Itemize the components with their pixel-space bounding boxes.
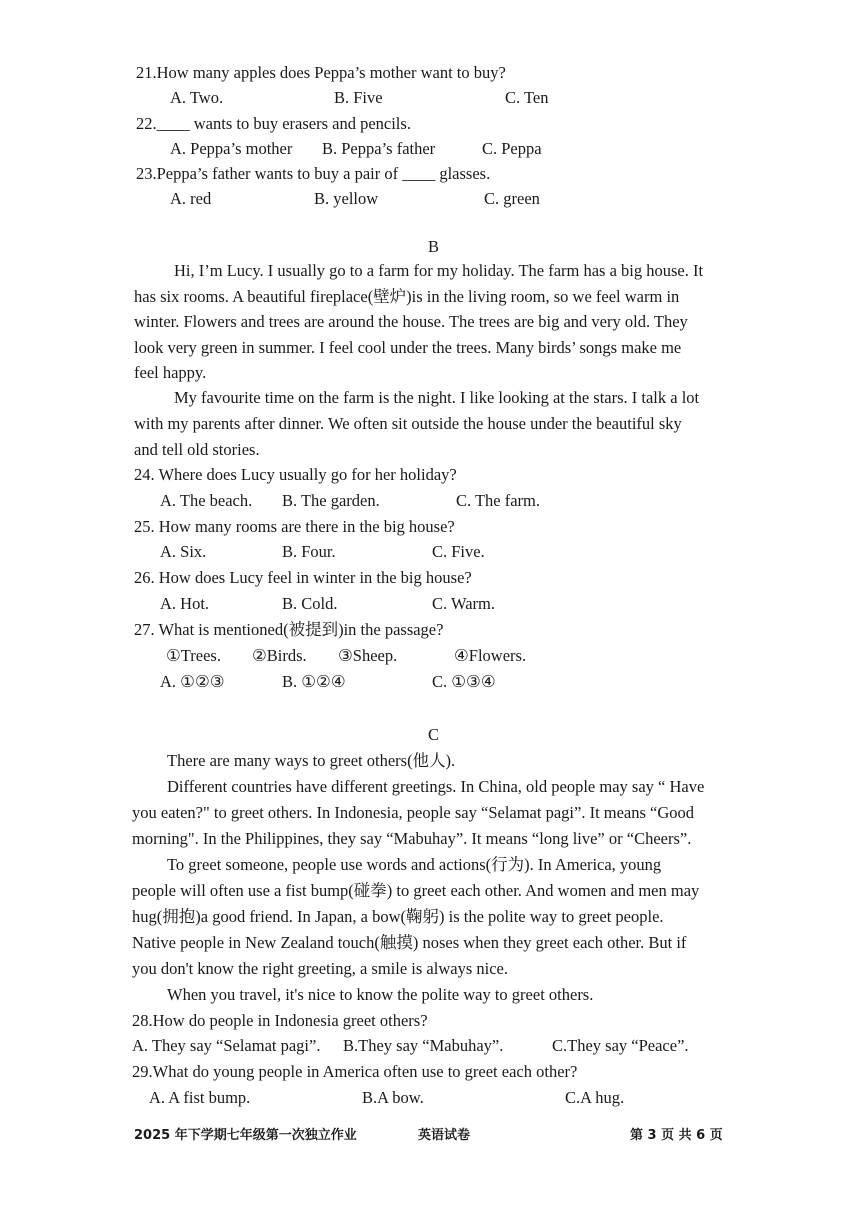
passage-c-line: people will often use a fist bump(碰拳) to greet each other. And women and men may [132, 881, 700, 900]
passage-c-line: morning". In the Philippines, they say “Mabuhay”. It means “long live” or “Cheers”. [132, 829, 692, 848]
passage-c-line: hug(拥抱)a good friend. In Japan, a bow(鞠躬) is the polite way to greet people. [132, 907, 664, 926]
question-28: 28.How do people in Indonesia greet others? [132, 1011, 428, 1030]
q23-option-c: C. green [484, 189, 540, 208]
question-22: 22.____ wants to buy erasers and pencils. [136, 114, 411, 133]
q27-item: ③Sheep. [338, 646, 398, 665]
q27-option-a: A. ①②③ [160, 672, 225, 691]
passage-b-line: and tell old stories. [134, 440, 260, 459]
q22-option-b: B. Peppa’s father [322, 139, 436, 158]
q21-option-c: C. Ten [505, 88, 549, 107]
q29-option-c: C.A hug. [565, 1088, 625, 1107]
q28-option-a: A. They say “Selamat pagi”. [132, 1036, 321, 1055]
footer-exam-title: 2025 年下学期七年级第一次独立作业 [134, 1128, 357, 1143]
question-27: 27. What is mentioned(被提到)in the passage? [134, 620, 444, 639]
q21-option-b: B. Five [334, 88, 383, 107]
passage-c-line: When you travel, it's nice to know the polite way to greet others. [167, 985, 594, 1004]
passage-b-line: winter. Flowers and trees are around the house. The trees are big and very old. They [134, 312, 688, 331]
q24-option-b: B. The garden. [282, 491, 380, 510]
q25-option-c: C. Five. [432, 542, 485, 561]
passage-c-line: you don't know the right greeting, a smile is always nice. [132, 959, 508, 978]
passage-c-line: To greet someone, people use words and actions(行为). In America, young [167, 855, 662, 874]
q23-option-b: B. yellow [314, 189, 379, 208]
q22-option-c: C. Peppa [482, 139, 542, 158]
passage-c-line: Native people in New Zealand touch(触摸) noses when they greet each other. But if [132, 933, 687, 952]
q27-item: ①Trees. [166, 646, 221, 665]
question-23: 23.Peppa’s father wants to buy a pair of ____ glasses. [136, 164, 491, 183]
q24-option-c: C. The farm. [456, 491, 541, 510]
passage-c-line: Different countries have different greetings. In China, old people may say “ Have [167, 777, 705, 796]
q27-option-b: B. ①②④ [282, 672, 346, 691]
q28-option-c: C.They say “Peace”. [552, 1036, 689, 1055]
passage-b-line: with my parents after dinner. We often sit outside the house under the beautiful sky [134, 414, 682, 433]
q26-option-c: C. Warm. [432, 594, 495, 613]
q26-option-b: B. Cold. [282, 594, 338, 613]
question-21: 21.How many apples does Peppa’s mother want to buy? [136, 63, 506, 82]
q24-option-a: A. The beach. [160, 491, 253, 510]
passage-b-line: feel happy. [134, 363, 207, 382]
question-29: 29.What do young people in America often use to greet each other? [132, 1062, 578, 1081]
q21-option-a: A. Two. [170, 88, 224, 107]
passage-b-line: My favourite time on the farm is the night. I like looking at the stars. I talk a lot [174, 388, 700, 407]
footer-subject: 英语试卷 [418, 1128, 471, 1143]
passage-c-line: There are many ways to greet others(他人). [167, 751, 456, 770]
question-24: 24. Where does Lucy usually go for her holiday? [134, 465, 457, 484]
section-c-heading: C [427, 725, 439, 744]
q28-option-b: B.They say “Mabuhay”. [343, 1036, 504, 1055]
q25-option-b: B. Four. [282, 542, 336, 561]
passage-c-line: you eaten?" to greet others. In Indonesia, people say “Selamat pagi”. It means “Good [132, 803, 695, 822]
q23-option-a: A. red [170, 189, 212, 208]
q27-option-c: C. ①③④ [432, 672, 496, 691]
passage-b-line: look very green in summer. I feel cool under the trees. Many birds’ songs make me [134, 338, 682, 357]
q29-option-b: B.A bow. [362, 1088, 424, 1107]
question-25: 25. How many rooms are there in the big house? [134, 517, 455, 536]
q26-option-a: A. Hot. [160, 594, 210, 613]
question-26: 26. How does Lucy feel in winter in the big house? [134, 568, 472, 587]
footer-page-number: 第 3 页 共 6 页 [630, 1128, 723, 1143]
q27-item: ④Flowers. [454, 646, 527, 665]
q27-item: ②Birds. [252, 646, 307, 665]
section-b-heading: B [427, 237, 439, 256]
q29-option-a: A. A fist bump. [149, 1088, 251, 1107]
q22-option-a: A. Peppa’s mother [170, 139, 293, 158]
passage-b-line: Hi, I’m Lucy. I usually go to a farm for my holiday. The farm has a big house. It [174, 261, 704, 280]
q25-option-a: A. Six. [160, 542, 207, 561]
passage-b-line: has six rooms. A beautiful fireplace(壁炉)is in the living room, so we feel warm in [134, 287, 680, 306]
